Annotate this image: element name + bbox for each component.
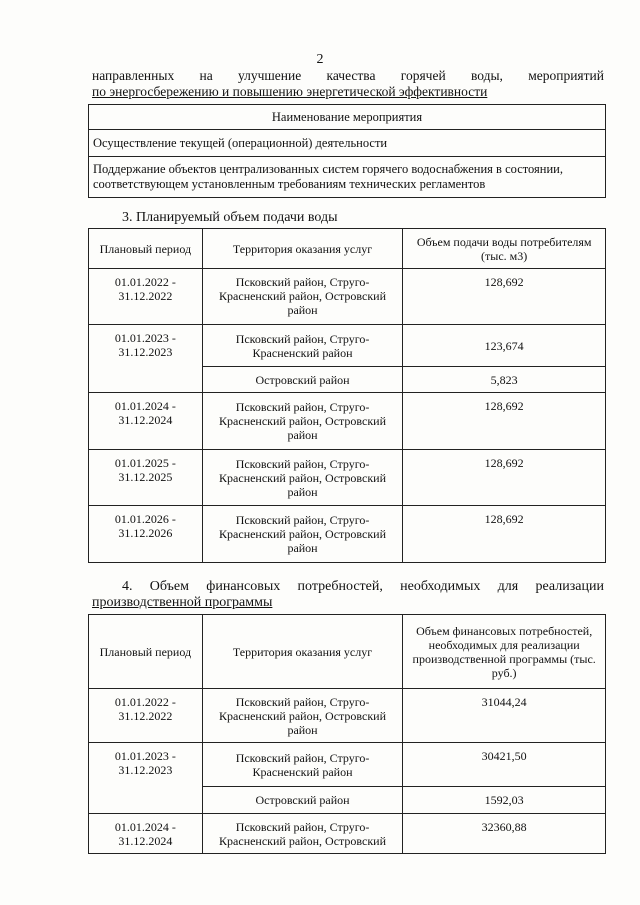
row-volume: 128,692 (403, 269, 606, 325)
measures-row: Осуществление текущей (операционной) деятельности (89, 130, 606, 157)
section-4-title-line-2: производственной программы (92, 595, 273, 610)
row-volume: 5,823 (403, 367, 606, 393)
row-territory: Псковский район, Струго-Красненский район (202, 743, 403, 787)
row-period: 01.01.2025 - 31.12.2025 (89, 450, 203, 506)
measures-table (88, 104, 606, 198)
row-volume: 123,674 (403, 325, 606, 367)
header-territory: Территория оказания услуг (202, 615, 403, 689)
section-4-title-line-1 (92, 579, 604, 595)
intro-word: направленных (92, 68, 175, 83)
intro-word: качества (326, 68, 376, 83)
row-period: 01.01.2024 - 31.12.2024 (89, 814, 203, 854)
row-amount: 30421,50 (403, 743, 606, 787)
row-territory: Островский район (202, 787, 403, 814)
row-amount: 1592,03 (403, 787, 606, 814)
row-amount: 32360,88 (403, 814, 606, 854)
intro-word: горячей (400, 68, 446, 83)
section-4-word: финансовых (206, 579, 281, 594)
section-3-title: 3. Планируемый объем подачи воды (122, 210, 338, 225)
row-volume: 128,692 (403, 393, 606, 450)
intro-word: воды, (470, 68, 503, 83)
water-volume-table (88, 228, 606, 563)
header-territory: Территория оказания услуг (202, 229, 403, 269)
row-period: 01.01.2024 - 31.12.2024 (89, 393, 203, 450)
row-volume: 128,692 (403, 450, 606, 506)
page-number: 2 (316, 52, 324, 67)
intro-word: улучшение (237, 68, 302, 83)
row-period: 01.01.2026 - 31.12.2026 (89, 506, 203, 563)
header-period: Плановый период (89, 229, 203, 269)
row-territory: Псковский район, Струго-Красненский район, Островский район (202, 689, 403, 743)
header-volume: Объем подачи воды потребителям (тыс. м3) (403, 229, 606, 269)
row-territory: Псковский район, Струго-Красненский район, Островский район (202, 450, 403, 506)
row-period: 01.01.2022 - 31.12.2022 (89, 269, 203, 325)
section-4-word: потребностей, (297, 579, 383, 594)
row-period: 01.01.2023 - 31.12.2023 (89, 325, 203, 393)
section-4-title (92, 579, 604, 611)
row-territory: Псковский район, Струго-Красненский район (202, 325, 403, 367)
section-4-word: для (497, 579, 519, 594)
measures-row: Поддержание объектов централизованных систем горячего водоснабжения в состоянии, соответствующем установленным требованиям технических регламентов (89, 157, 606, 198)
row-period: 01.01.2022 - 31.12.2022 (89, 689, 203, 743)
row-territory: Псковский район, Струго-Красненский район, Островский район (202, 393, 403, 450)
row-period: 01.01.2023 - 31.12.2023 (89, 743, 203, 814)
intro-word: мероприятий (528, 68, 604, 83)
header-amount: Объем финансовых потребностей, необходимых для реализации производственной программы (тыс. руб.) (403, 615, 606, 689)
row-territory: Псковский район, Струго-Красненский район, Островский район (202, 506, 403, 563)
measures-header: Наименование мероприятия (89, 105, 606, 130)
row-amount: 31044,24 (403, 689, 606, 743)
intro-line-2: по энергосбережению и повышению энергетической эффективности (92, 84, 488, 99)
row-territory: Островский район (202, 367, 403, 393)
row-volume: 128,692 (403, 506, 606, 563)
section-4-word: реализации (535, 579, 604, 594)
header-period: Плановый период (89, 615, 203, 689)
financial-needs-table (88, 614, 606, 854)
section-4-word: 4. (122, 579, 133, 594)
row-territory: Псковский район, Струго-Красненский район, Островский район (202, 269, 403, 325)
intro-line-1 (92, 68, 604, 84)
section-4-word: необходимых (400, 579, 481, 594)
intro-paragraph (92, 68, 604, 100)
section-4-word: Объем (149, 579, 189, 594)
row-territory: Псковский район, Струго-Красненский район, Островский (202, 814, 403, 854)
intro-word: на (199, 68, 213, 83)
